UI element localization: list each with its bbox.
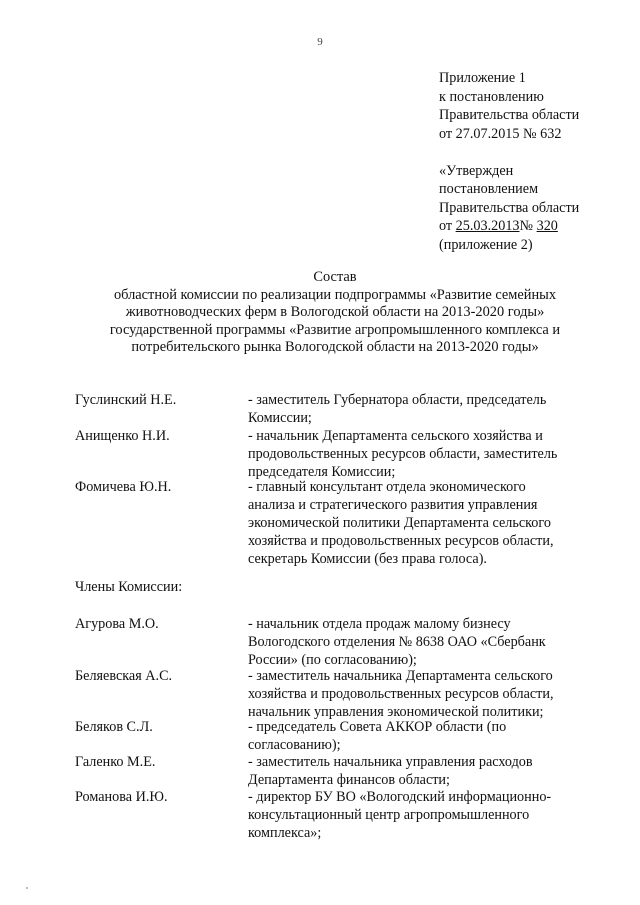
position-line: - начальник отдела продаж малому бизнесу	[248, 616, 511, 632]
members-heading: Члены Комиссии:	[75, 579, 183, 595]
person-name: Беляевская А.С.	[75, 668, 173, 684]
roster-entry	[75, 753, 595, 789]
position-line: начальник управления экономической политики;	[248, 704, 544, 720]
position-line: - начальник Департамента сельского хозяйства и	[248, 428, 543, 444]
heading-line: животноводческих ферм в Вологодской области на 2013-2020 годы»	[125, 304, 545, 321]
heading-line: государственной программы «Развитие агропромышленного комплекса и	[109, 321, 561, 338]
roster-entry	[75, 427, 595, 481]
heading-line: потребительского рынка Вологодской области на 2013-2020 годы»	[131, 339, 539, 356]
resolution-date: 25.03.2013	[455, 218, 520, 234]
approved-line: Правительства области	[439, 199, 580, 216]
page-number: 9	[317, 36, 323, 48]
position-line: - главный консультант отдела экономического	[248, 479, 526, 495]
heading-line: областной комиссии по реализации подпрограммы «Развитие семейных	[113, 286, 557, 303]
resolution-number: 320	[536, 218, 558, 234]
position-line: хозяйства и продовольственных ресурсов области,	[248, 686, 554, 702]
position-line: - председатель Совета АККОР области (по	[248, 719, 507, 735]
position-line: анализа и стратегического развития управления	[248, 497, 538, 513]
scan-mark	[26, 887, 28, 889]
position-line: - заместитель начальника управления расходов	[248, 754, 533, 770]
approved-line: «Утвержден	[439, 162, 514, 179]
position-line: комплекса»;	[248, 825, 322, 841]
resolution-date-line	[439, 217, 634, 236]
position-line: продовольственных ресурсов области, заместитель	[248, 446, 558, 462]
position-line: хозяйства и продовольственных ресурсов области,	[248, 533, 554, 549]
approval-line: к постановлению	[439, 88, 544, 105]
person-name: Анищенко Н.И.	[75, 428, 170, 444]
person-name: Агурова М.О.	[75, 616, 159, 632]
roster-entry	[75, 391, 595, 427]
person-position	[248, 615, 595, 669]
position-line: согласованию);	[248, 737, 341, 753]
number-prefix: №	[519, 218, 537, 234]
approval-line: от 27.07.2015 № 632	[439, 125, 562, 142]
person-name: Галенко М.Е.	[75, 754, 156, 770]
date-prefix: от	[439, 218, 456, 234]
person-position	[248, 391, 595, 427]
position-line: Департамента финансов области;	[248, 772, 450, 788]
position-line: Комиссии;	[248, 410, 312, 426]
position-line: экономической политики Департамента сельского	[248, 515, 551, 531]
approval-line: Приложение 1	[439, 70, 526, 86]
position-line: - заместитель Губернатора области, председатель	[248, 392, 547, 408]
person-name: Фомичева Ю.Н.	[75, 479, 172, 495]
attachment-note: (приложение 2)	[439, 236, 533, 253]
approval-block	[439, 69, 634, 254]
person-position	[248, 427, 595, 481]
position-line: - заместитель начальника Департамента сельского	[248, 668, 553, 684]
roster-entry	[75, 667, 595, 721]
position-line: России» (по согласованию);	[248, 652, 417, 668]
position-line: консультационный центр агропромышленного	[248, 807, 530, 823]
person-position	[248, 753, 595, 789]
person-name: Беляков С.Л.	[75, 719, 153, 735]
position-line: - директор БУ ВО «Вологодский информационно-	[248, 789, 552, 805]
roster-entry	[75, 478, 595, 568]
person-name: Гуслинский Н.Е.	[75, 392, 177, 408]
roster-entry	[75, 788, 595, 842]
approved-line: постановлением	[439, 181, 539, 197]
person-name: Романова И.Ю.	[75, 789, 168, 805]
person-position	[248, 788, 595, 842]
position-line: Вологодского отделения № 8638 ОАО «Сбербанк	[248, 634, 546, 650]
roster-entry	[75, 718, 595, 754]
approval-line: Правительства области	[439, 107, 580, 123]
position-line: председателя Комиссии;	[248, 464, 396, 480]
document-heading	[70, 269, 600, 357]
person-position	[248, 478, 595, 568]
roster-entry	[75, 615, 595, 669]
position-line: секретарь Комиссии (без права голоса).	[248, 551, 487, 567]
person-position	[248, 667, 595, 721]
person-position	[248, 718, 595, 754]
heading-title: Состав	[313, 269, 357, 285]
